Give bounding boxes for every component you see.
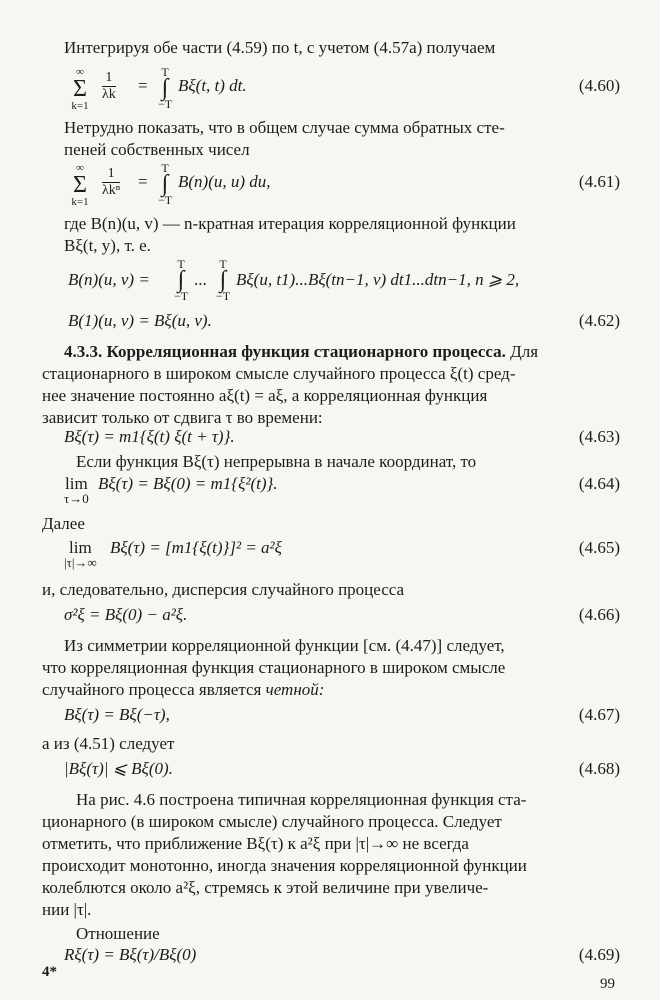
equation-4-60: ∞ Σ k=1 $\frac{1}{\lambda k}$ = T ∫ −T Bξ(t, t) dt. (4.60) — [62, 66, 620, 112]
equation-number: (4.61) — [578, 172, 620, 191]
integral-symbol: T ∫ −T — [157, 161, 173, 207]
sum-symbol: ∞ Σ k=1 — [71, 162, 89, 208]
equation-number: (4.69) — [578, 945, 620, 964]
limit: lim $^{\tau\to 0}$ — [64, 474, 89, 506]
equation-4-62-line1: B(n)(u, v) = T ∫ −T ... T ∫ −T Bξ(u, t1)...Bξ(tn−1, v) dt1...dtn−1, n ⩾ 2, — [68, 257, 520, 303]
integral-symbol: T ∫ −T — [157, 65, 173, 111]
equation-body: B(n)(u, u) du, — [178, 172, 271, 191]
text-line: нии |τ|. — [42, 900, 92, 919]
signature-mark: 4* — [42, 964, 57, 980]
equation-4-63 — [62, 422, 620, 452]
equation-body: Bξ(τ) = Bξ(−τ), — [64, 705, 170, 724]
equation-number: (4.65) — [578, 538, 620, 557]
text-line: отметить, что приближение Bξ(τ) к a²ξ при |τ|→∞ не всегда — [42, 834, 469, 853]
equation-number: (4.63) — [578, 427, 620, 446]
integral-symbol: T ∫ −T — [173, 257, 189, 303]
text-line: Нетрудно показать, что в общем случае сумма обратных сте- — [64, 118, 505, 137]
text-line: пеней собственных чисел — [64, 140, 250, 159]
text-line: стационарного в широком смысле случайного процесса ξ(t) сред- — [42, 364, 516, 383]
equation-number: (4.62) — [578, 311, 620, 330]
text-line: Из симметрии корреляционной функции [см. (4.47)] следует, — [64, 636, 505, 655]
equation-4-64 — [62, 472, 620, 512]
integral-symbol: T ∫ −T — [215, 257, 231, 303]
equation-body: Bξ(τ) = [m1{ξ(t)}]² = a²ξ — [110, 538, 282, 557]
text-line: зависит только от сдвига τ во времени: — [42, 408, 323, 427]
equation-4-65 — [62, 536, 620, 576]
text-line: а из (4.51) следует — [42, 734, 175, 753]
sum-symbol: ∞ Σ k=1 — [71, 66, 89, 112]
text-line: что корреляционная функция стационарного в широком смысле — [42, 658, 506, 677]
text-line: случайного процесса является четной: — [42, 680, 325, 699]
equation-4-67 — [62, 700, 620, 730]
text-line: происходит монотонно, иногда значения корреляционной функции — [42, 856, 527, 875]
text-line: На рис. 4.6 построена типичная корреляционная функция ста- — [76, 790, 527, 809]
text-line: Отношение — [76, 924, 160, 943]
text-line: Далее — [42, 514, 85, 533]
equation-4-68 — [62, 754, 620, 784]
equation-number: (4.67) — [578, 705, 620, 724]
equation-number: (4.68) — [578, 759, 620, 778]
equation-body: Bξ(τ) = m1{ξ(t) ξ(t + τ)}. — [64, 427, 235, 446]
equation-body: Bξ(τ) = Bξ(0) = m1{ξ²(t)}. — [98, 474, 278, 493]
equation-number: (4.64) — [578, 474, 620, 493]
text-line: и, следовательно, дисперсия случайного процесса — [42, 580, 405, 599]
text-line: нее значение постоянно aξ(t) = aξ, а корреляционная функция — [42, 386, 488, 405]
equation-body: σ²ξ = Bξ(0) − a²ξ. — [64, 605, 188, 624]
text-line: Интегрируя обе части (4.59) по t, с учетом (4.57а) получаем — [64, 38, 496, 57]
equation-body: Bξ(t, t) dt. — [178, 76, 247, 95]
equation-body: Rξ(τ) = Bξ(τ)/Bξ(0) — [64, 945, 197, 964]
page-number: 99 — [600, 976, 615, 992]
equation-4-69 — [62, 940, 620, 970]
equation-number: (4.66) — [578, 605, 620, 624]
equation-body: |Bξ(τ)| ⩽ Bξ(0). — [64, 759, 173, 778]
equation-4-61: ∞ Σ k=1 $\frac{1}{\text{λkⁿ}}$ = T ∫ −T B(n)(u, u) du, (4.61) — [62, 162, 620, 210]
text-line: Если функция Bξ(τ) непрерывна в начале координат, то — [76, 452, 477, 471]
text-line: Bξ(t, y), т. е. — [64, 236, 151, 255]
equation-body: B(1)(u, v) = Bξ(u, v). — [68, 311, 212, 330]
equation-body: Bξ(u, t1)...Bξ(tn−1, v) dt1...dtn−1, n ⩾ 2, — [236, 270, 520, 289]
text-line: колеблются около a²ξ, стремясь к этой величине при увеличе- — [42, 878, 489, 897]
text-line: ционарного (в широком смысле) случайного процесса. Следует — [42, 812, 502, 831]
text-line: где B(n)(u, v) — n-кратная итерация корреляционной функции — [64, 214, 516, 233]
equation-4-66 — [62, 600, 620, 630]
equation-4-62-line2 — [62, 306, 620, 336]
equation-number: (4.60) — [578, 76, 620, 95]
fraction: $\frac{1}{\lambda k}$ — [102, 70, 116, 102]
limit: lim $^{|\tau|\to\infty}$ — [64, 538, 97, 570]
fraction: $\frac{1}{\text{λkⁿ}}$ — [102, 166, 121, 198]
section-heading: 4.3.3. Корреляционная функция стационарного процесса. Для — [64, 342, 539, 361]
